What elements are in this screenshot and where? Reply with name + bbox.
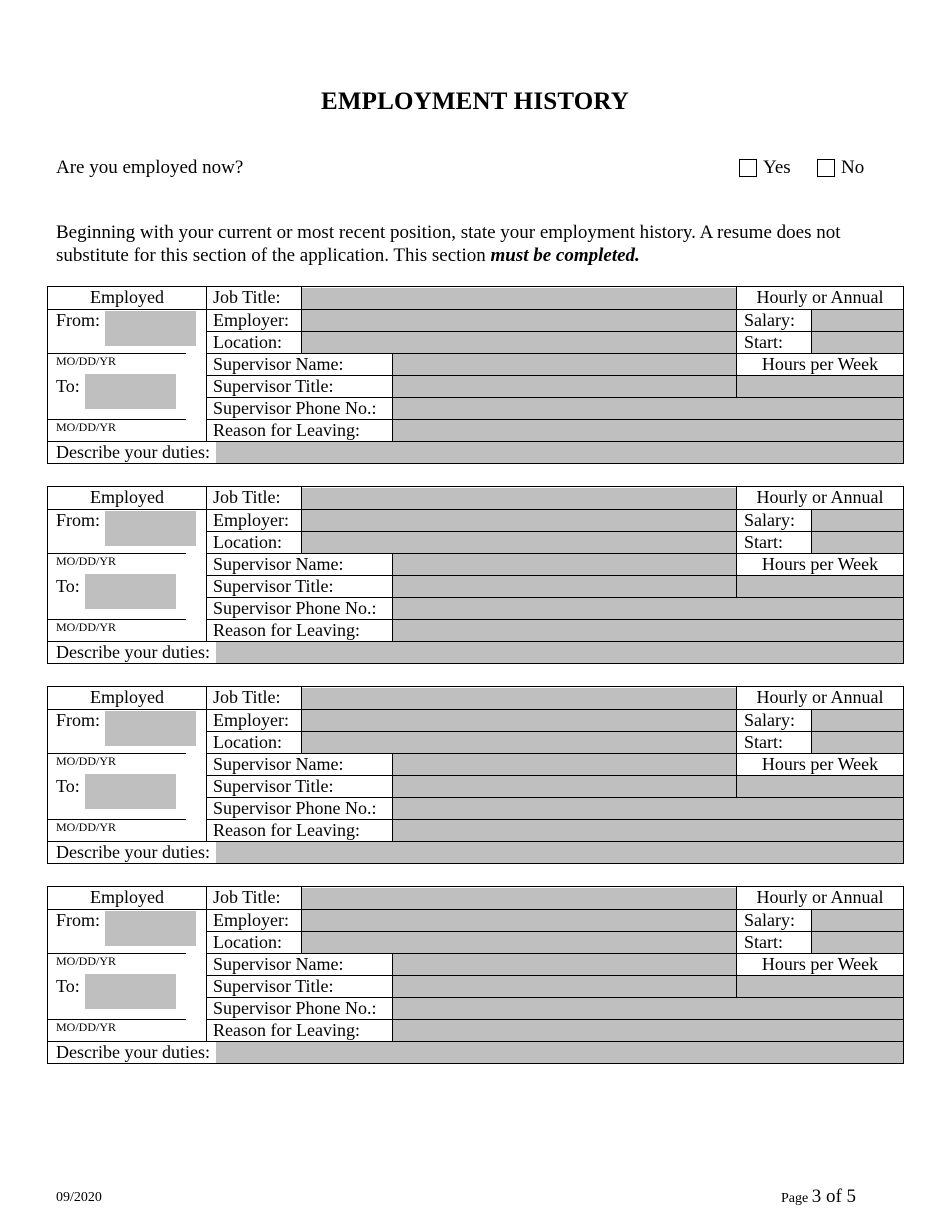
yes-option[interactable] [739, 157, 791, 179]
from-date-field[interactable] [105, 511, 196, 546]
job-title-label: Job Title: [213, 487, 281, 507]
supervisor-title-field[interactable] [393, 576, 736, 597]
employer-field[interactable] [302, 510, 736, 531]
location-field[interactable] [302, 932, 736, 953]
instructions-emphasis: must be completed. [490, 244, 640, 266]
reason-for-leaving-label: Reason for Leaving: [213, 620, 360, 640]
to-date-format: MO/DD/YR [56, 820, 117, 834]
to-date-format: MO/DD/YR [56, 420, 117, 434]
employer-label: Employer: [213, 910, 289, 930]
employed-label: Employed [90, 287, 164, 307]
hours-per-week-field[interactable] [737, 976, 903, 997]
supervisor-name-field[interactable] [393, 754, 736, 775]
employer-label: Employer: [213, 710, 289, 730]
to-date-field[interactable] [85, 774, 176, 809]
hourly-or-annual-label: Hourly or Annual [756, 887, 884, 907]
to-label: To: [56, 776, 80, 796]
supervisor-title-label: Supervisor Title: [213, 576, 334, 596]
location-label: Location: [213, 732, 282, 752]
from-date-field[interactable] [105, 311, 196, 346]
employment-entry-4 [47, 886, 904, 1064]
supervisor-phone-field[interactable] [393, 598, 903, 619]
describe-duties-field[interactable] [216, 1042, 903, 1063]
from-date-field[interactable] [105, 711, 196, 746]
from-date-format: MO/DD/YR [56, 354, 117, 368]
employment-entry-2 [47, 486, 904, 664]
supervisor-name-field[interactable] [393, 554, 736, 575]
job-title-field[interactable] [302, 888, 736, 909]
employment-entry-3 [47, 686, 904, 864]
job-title-label: Job Title: [213, 887, 281, 907]
job-title-field[interactable] [302, 688, 736, 709]
start-label: Start: [744, 732, 783, 752]
job-title-label: Job Title: [213, 687, 281, 707]
describe-duties-label: Describe your duties: [56, 1042, 210, 1062]
page-title: EMPLOYMENT HISTORY [320, 88, 630, 115]
supervisor-phone-label: Supervisor Phone No.: [213, 798, 377, 818]
hourly-or-annual-label: Hourly or Annual [756, 487, 884, 507]
supervisor-phone-label: Supervisor Phone No.: [213, 998, 377, 1018]
hourly-or-annual-label: Hourly or Annual [756, 687, 884, 707]
supervisor-name-label: Supervisor Name: [213, 954, 344, 974]
yes-checkbox[interactable] [739, 159, 757, 177]
to-date-format: MO/DD/YR [56, 1020, 117, 1034]
salary-field[interactable] [812, 510, 903, 531]
supervisor-phone-field[interactable] [393, 998, 903, 1019]
describe-duties-label: Describe your duties: [56, 442, 210, 462]
supervisor-phone-field[interactable] [393, 798, 903, 819]
to-label: To: [56, 376, 80, 396]
no-checkbox[interactable] [817, 159, 835, 177]
location-label: Location: [213, 332, 282, 352]
start-label: Start: [744, 932, 783, 952]
form-revision-date: 09/2020 [56, 1190, 102, 1205]
reason-for-leaving-field[interactable] [393, 620, 903, 641]
supervisor-title-label: Supervisor Title: [213, 976, 334, 996]
employment-entry-1 [47, 286, 904, 464]
to-date-format: MO/DD/YR [56, 620, 117, 634]
no-option[interactable] [817, 157, 864, 179]
from-date-format: MO/DD/YR [56, 554, 117, 568]
from-label: From: [56, 510, 101, 530]
start-label: Start: [744, 532, 783, 552]
reason-for-leaving-label: Reason for Leaving: [213, 1020, 360, 1040]
supervisor-title-field[interactable] [393, 776, 736, 797]
location-label: Location: [213, 932, 282, 952]
salary-field[interactable] [812, 310, 903, 331]
supervisor-phone-label: Supervisor Phone No.: [213, 598, 377, 618]
location-field[interactable] [302, 532, 736, 553]
reason-for-leaving-field[interactable] [393, 420, 903, 441]
to-label: To: [56, 576, 80, 596]
job-title-label: Job Title: [213, 287, 281, 307]
to-label: To: [56, 976, 80, 996]
to-date-field[interactable] [85, 574, 176, 609]
start-salary-field[interactable] [812, 332, 903, 353]
from-label: From: [56, 910, 101, 930]
no-label: No [841, 157, 865, 178]
page-current: 3 [811, 1186, 822, 1207]
start-label: Start: [744, 332, 783, 352]
salary-label: Salary: [744, 710, 795, 730]
describe-duties-field[interactable] [216, 642, 903, 663]
supervisor-name-label: Supervisor Name: [213, 754, 344, 774]
describe-duties-field[interactable] [216, 442, 903, 463]
job-title-field[interactable] [302, 488, 736, 509]
hours-per-week-label: Hours per Week [761, 354, 879, 374]
page-of: of [821, 1186, 847, 1207]
page-prefix: Page [781, 1191, 812, 1206]
describe-duties-label: Describe your duties: [56, 642, 210, 662]
to-date-field[interactable] [85, 374, 176, 409]
salary-field[interactable] [812, 710, 903, 731]
hourly-or-annual-label: Hourly or Annual [756, 287, 884, 307]
hours-per-week-label: Hours per Week [761, 954, 879, 974]
supervisor-name-label: Supervisor Name: [213, 554, 344, 574]
salary-label: Salary: [744, 310, 795, 330]
yes-label: Yes [763, 157, 791, 178]
supervisor-title-field[interactable] [393, 376, 736, 397]
reason-for-leaving-field[interactable] [393, 820, 903, 841]
hours-per-week-field[interactable] [737, 576, 903, 597]
hours-per-week-label: Hours per Week [761, 754, 879, 774]
salary-field[interactable] [812, 910, 903, 931]
employer-field[interactable] [302, 710, 736, 731]
start-salary-field[interactable] [812, 932, 903, 953]
hours-per-week-field[interactable] [737, 376, 903, 397]
reason-for-leaving-field[interactable] [393, 1020, 903, 1041]
reason-for-leaving-label: Reason for Leaving: [213, 820, 360, 840]
employed-label: Employed [90, 487, 164, 507]
supervisor-title-label: Supervisor Title: [213, 776, 334, 796]
employer-label: Employer: [213, 510, 289, 530]
hours-per-week-label: Hours per Week [761, 554, 879, 574]
supervisor-name-field[interactable] [393, 354, 736, 375]
hours-per-week-field[interactable] [737, 776, 903, 797]
instructions-paragraph [56, 222, 876, 267]
from-date-format: MO/DD/YR [56, 954, 117, 968]
employer-label: Employer: [213, 310, 289, 330]
page-total: 5 [846, 1186, 857, 1207]
from-date-format: MO/DD/YR [56, 754, 117, 768]
from-date-field[interactable] [105, 911, 196, 946]
supervisor-title-label: Supervisor Title: [213, 376, 334, 396]
describe-duties-label: Describe your duties: [56, 842, 210, 862]
page-number [781, 1186, 856, 1208]
job-title-field[interactable] [302, 288, 736, 309]
start-salary-field[interactable] [812, 532, 903, 553]
employed-now-question: Are you employed now? [56, 157, 244, 178]
from-label: From: [56, 310, 101, 330]
employed-label: Employed [90, 687, 164, 707]
employed-label: Employed [90, 887, 164, 907]
reason-for-leaving-label: Reason for Leaving: [213, 420, 360, 440]
employer-field[interactable] [302, 310, 736, 331]
employer-field[interactable] [302, 910, 736, 931]
from-label: From: [56, 710, 101, 730]
supervisor-phone-label: Supervisor Phone No.: [213, 398, 377, 418]
salary-label: Salary: [744, 510, 795, 530]
describe-duties-field[interactable] [216, 842, 903, 863]
supervisor-name-label: Supervisor Name: [213, 354, 344, 374]
instructions-text: Beginning with your current or most recent position, state your employment history. A resume does not substitute for this section of the application. This section [56, 222, 841, 266]
location-label: Location: [213, 532, 282, 552]
supervisor-title-field[interactable] [393, 976, 736, 997]
location-field[interactable] [302, 732, 736, 753]
location-field[interactable] [302, 332, 736, 353]
supervisor-phone-field[interactable] [393, 398, 903, 419]
to-date-field[interactable] [85, 974, 176, 1009]
start-salary-field[interactable] [812, 732, 903, 753]
supervisor-name-field[interactable] [393, 954, 736, 975]
salary-label: Salary: [744, 910, 795, 930]
